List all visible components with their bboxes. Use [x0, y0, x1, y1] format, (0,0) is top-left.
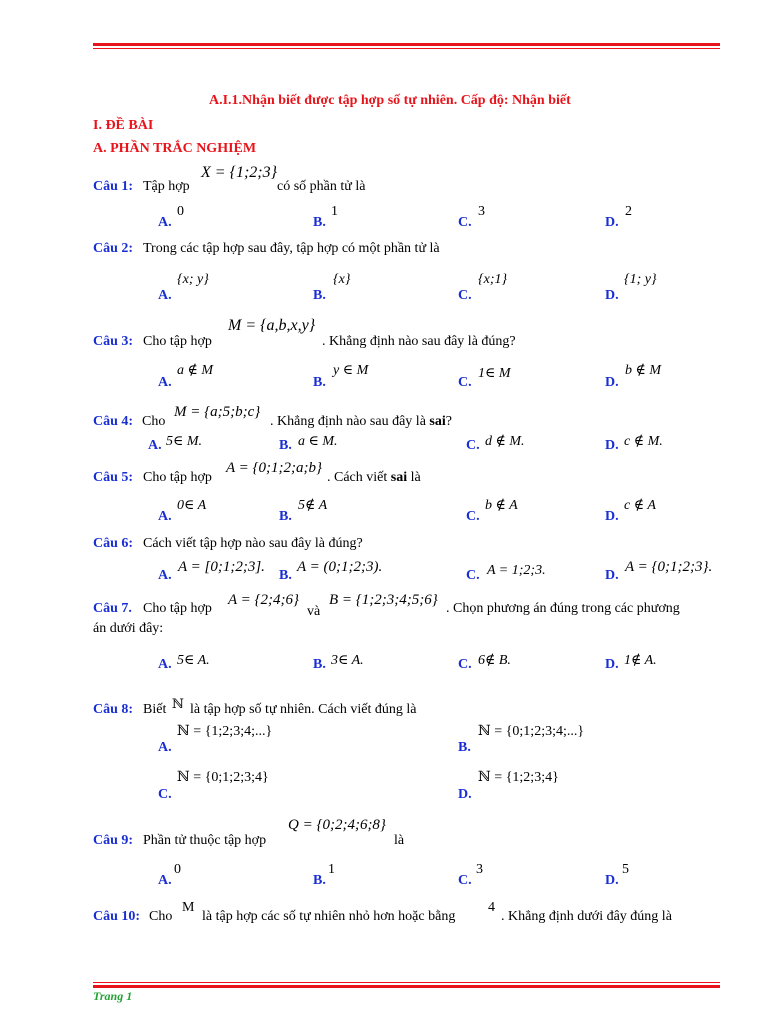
option-label-b: B. [313, 375, 326, 390]
question-text: . Khẳng định nào sau đây là đúng? [322, 334, 516, 349]
option-label-d: D. [605, 215, 619, 230]
section-heading: I. ĐỀ BÀI [93, 118, 154, 133]
option-a: A = [0;1;2;3]. [178, 559, 265, 575]
question-number: Câu 5: [93, 470, 134, 485]
option-b: 1 [331, 204, 338, 219]
question-text: có số phần tử là [277, 179, 366, 194]
question-number: Câu 7. [93, 601, 132, 616]
header-rule-thin [93, 48, 720, 49]
option-c: 6∉ B. [478, 653, 511, 668]
question-number: Câu 8: [93, 702, 134, 717]
option-label-a: A. [158, 509, 172, 524]
option-b: A = (0;1;2;3). [297, 559, 383, 575]
option-b: 5∉ A [298, 498, 328, 513]
option-a: 0 [177, 204, 184, 219]
subsection-heading: A. PHẦN TRẮC NGHIỆM [93, 141, 257, 156]
question-text: Cho tập hợp [143, 470, 212, 485]
option-label-c: C. [458, 873, 472, 888]
math-expression: A = {2;4;6} [228, 592, 300, 608]
option-label-b: B. [279, 509, 292, 524]
option-c: b ∉ A [485, 498, 518, 513]
question-text: Tập hợp [143, 179, 190, 194]
question-text: Trong các tập hợp sau đây, tập hợp có một phần tử là [143, 241, 440, 256]
option-label-c: C. [466, 509, 480, 524]
option-label-c: C. [466, 568, 480, 583]
option-label-d: D. [605, 375, 619, 390]
set-symbol: M [182, 900, 195, 915]
question-text: Cách viết tập hợp nào sau đây là đúng? [143, 536, 363, 551]
option-d: 1∉ A. [624, 653, 657, 668]
option-label-b: B. [313, 215, 326, 230]
option-d: 2 [625, 204, 632, 219]
option-d: {1; y} [624, 272, 657, 287]
option-c: A = 1;2;3. [487, 563, 546, 578]
option-c: 3 [478, 204, 485, 219]
option-label-c: C. [466, 438, 480, 453]
option-b: {x} [333, 272, 351, 287]
option-b: y ∈ M [333, 363, 369, 378]
option-label-d: D. [605, 288, 619, 303]
option-c: d ∉ M. [485, 434, 525, 449]
option-a: 5∈ M. [166, 434, 203, 449]
option-d: 5 [622, 862, 629, 877]
question-text: Cho tập hợp [143, 334, 212, 349]
option-a: {x; y} [177, 272, 209, 287]
option-a: 0∈ A [177, 498, 207, 513]
option-label-a: A. [158, 288, 172, 303]
footer-rule-thick [93, 985, 720, 988]
question-text-line2: án dưới đây: [93, 621, 164, 636]
option-c: 1∈ M [478, 366, 511, 381]
math-expression: M = {a,b,x,y} [228, 317, 316, 334]
option-label-c: C. [458, 288, 472, 303]
option-a: 0 [174, 862, 181, 877]
option-b: ℕ = {0;1;2;3;4;...} [478, 724, 585, 739]
option-d: c ∉ M. [624, 434, 663, 449]
option-label-c: C. [458, 657, 472, 672]
option-label-d: D. [605, 568, 619, 583]
option-label-c: C. [158, 787, 172, 802]
question-text: Biết [143, 702, 167, 717]
option-label-a: A. [158, 375, 172, 390]
option-label-d: D. [458, 787, 472, 802]
option-label-d: D. [605, 509, 619, 524]
math-expression: M = {a;5;b;c} [174, 404, 261, 420]
number-symbol: 4 [488, 900, 495, 915]
option-label-a: A. [158, 215, 172, 230]
question-text: là tập hợp các số tự nhiên nhỏ hơn hoặc bằng [202, 909, 456, 924]
math-expression: B = {1;2;3;4;5;6} [329, 592, 438, 608]
question-text: Cho tập hợp [143, 601, 212, 616]
math-expression: Q = {0;2;4;6;8} [288, 817, 386, 833]
question-number: Câu 3: [93, 334, 134, 349]
option-label-a: A. [158, 568, 172, 583]
header-rule-thick [93, 43, 720, 46]
question-text: . Chọn phương án đúng trong các phương [446, 601, 680, 616]
option-b: a ∈ M. [298, 434, 338, 449]
question-number: Câu 2: [93, 241, 134, 256]
option-label-c: C. [458, 375, 472, 390]
option-c: ℕ = {0;1;2;3;4} [177, 770, 269, 785]
question-number: Câu 9: [93, 833, 134, 848]
option-label-c: C. [458, 215, 472, 230]
option-label-b: B. [279, 438, 292, 453]
option-label-b: B. [313, 657, 326, 672]
option-label-b: B. [279, 568, 292, 583]
question-number: Câu 6: [93, 536, 134, 551]
natural-numbers-symbol: ℕ [172, 696, 184, 711]
question-text: Cho [149, 909, 173, 924]
question-text: . Cách viết sai là [327, 470, 421, 485]
math-expression: X = {1;2;3} [201, 164, 278, 181]
option-d: c ∉ A [624, 498, 656, 513]
option-d: b ∉ M [625, 363, 662, 378]
question-number: Câu 4: [93, 414, 134, 429]
page-number: Trang 1 [93, 989, 133, 1003]
option-label-d: D. [605, 873, 619, 888]
question-text: Phần tử thuộc tập hợp [143, 833, 267, 848]
option-c: 3 [476, 862, 483, 877]
option-label-d: D. [605, 657, 619, 672]
math-expression: A = {0;1;2;a;b} [226, 460, 322, 476]
option-label-a: A. [148, 438, 162, 453]
question-text: . Khẳng định nào sau đây là sai? [270, 414, 452, 429]
question-text: là [394, 833, 405, 848]
option-d: A = {0;1;2;3}. [625, 559, 713, 575]
option-label-d: D. [605, 438, 619, 453]
option-c: {x;1} [478, 272, 508, 287]
question-text: Cho [142, 414, 166, 429]
option-d: ℕ = {1;2;3;4} [478, 770, 559, 785]
option-b: 1 [328, 862, 335, 877]
question-text: . Khẳng định dưới đây đúng là [501, 909, 672, 924]
option-label-b: B. [458, 740, 471, 755]
option-label-b: B. [313, 873, 326, 888]
page-title: A.I.1.Nhận biết được tập hợp số tự nhiên. Cấp độ: Nhận biết [209, 93, 571, 108]
option-label-a: A. [158, 873, 172, 888]
option-label-b: B. [313, 288, 326, 303]
option-a: ℕ = {1;2;3;4;...} [177, 724, 273, 739]
option-label-a: A. [158, 740, 172, 755]
option-a: a ∉ M [177, 363, 214, 378]
question-text: là tập hợp số tự nhiên. Cách viết đúng là [190, 702, 417, 717]
option-label-a: A. [158, 657, 172, 672]
option-b: 3∈ A. [331, 653, 364, 668]
question-number: Câu 1: [93, 179, 134, 194]
question-number: Câu 10: [93, 909, 141, 924]
option-a: 5∈ A. [177, 653, 210, 668]
footer-rule-thin [93, 982, 720, 983]
question-text: và [307, 604, 321, 619]
